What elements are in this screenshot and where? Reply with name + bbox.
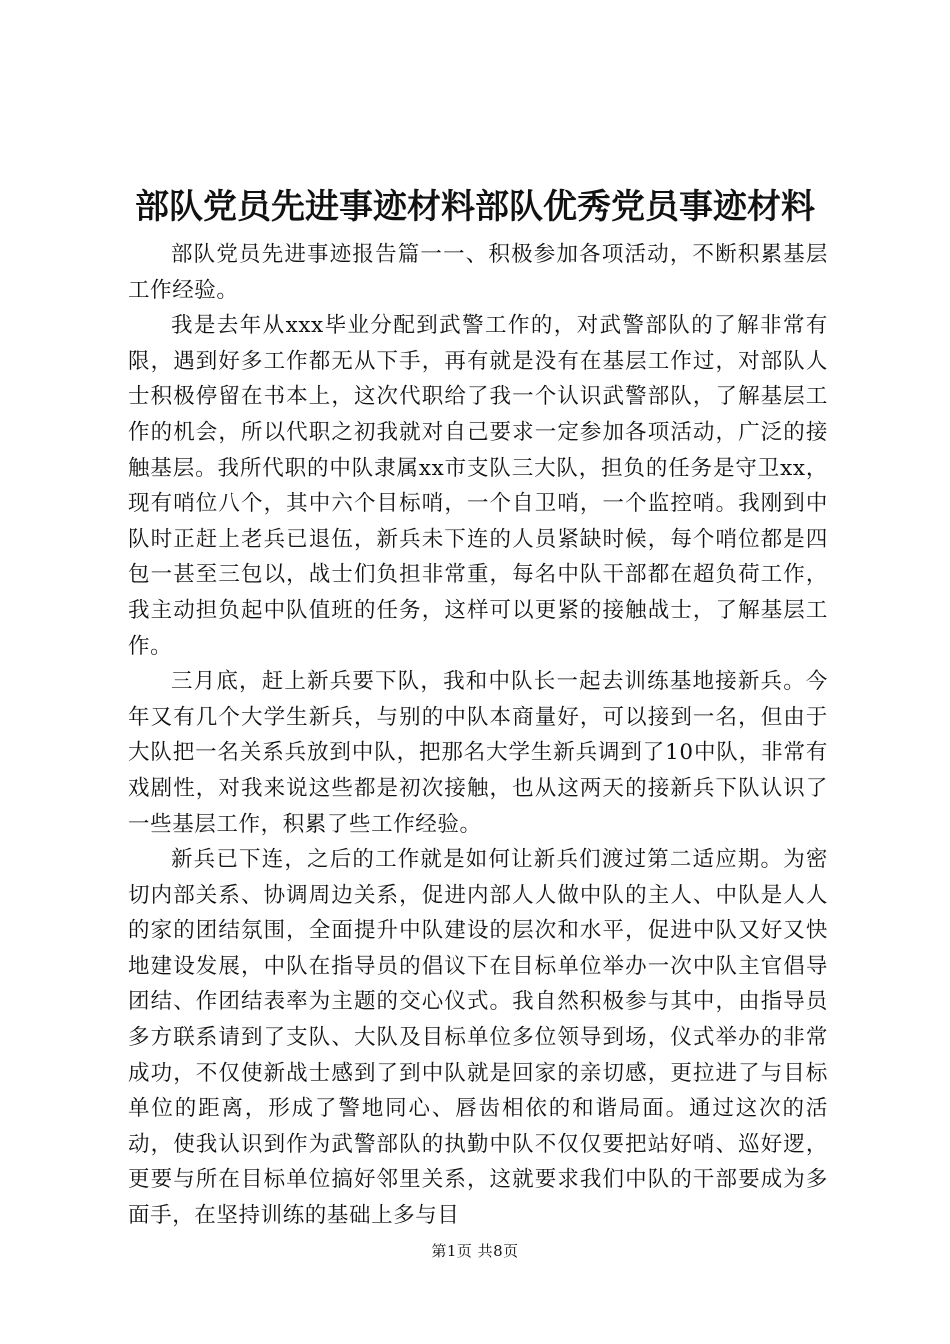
document-title: 部队党员先进事迹材料部队优秀党员事迹材料 bbox=[135, 187, 815, 227]
paragraph-3: 三月底，赶上新兵要下队，我和中队长一起去训练基地接新兵。今年又有几个大学生新兵，与别的中队本商量好，可以接到一名，但由于大队把一名关系兵放到中队，把那名大学生新兵调到了10中队，非常有戏剧性，对我来说这些都是初次接触，也从这两天的接新兵下队认识了一些基层工作，积累了些工作经验。 bbox=[128, 669, 828, 837]
page-footer: 第1页 共8页 bbox=[431, 1242, 519, 1260]
document-body bbox=[128, 237, 828, 1234]
paragraph-1: 部队党员先进事迹报告篇一一、积极参加各项活动，不断积累基层工作经验。 bbox=[128, 242, 828, 303]
paragraph-4: 新兵已下连，之后的工作就是如何让新兵们渡过第二适应期。为密切内部关系、协调周边关系，促进内部人人做中队的主人、中队是人人的家的团结氛围，全面提升中队建设的层次和水平，促进中队又好又快地建设发展，中队在指导员的倡议下在目标单位举办一次中队主官倡导团结、作团结表率为主题的交心仪式。我自然积极参与其中，由指导员多方联系请到了支队、大队及目标单位多位领导到场，仪式举办的非常成功，不仅使新战士感到了到中队就是回家的亲切感，更拉进了与目标单位的距离，形成了警地同心、唇齿相依的和谐局面。通过这次的活动，使我认识到作为武警部队的执勤中队不仅仅要把站好哨、巡好逻，更要与所在目标单位搞好邻里关系，这就要求我们中队的干部要成为多面手，在坚持训练的基础上多与目 bbox=[128, 847, 828, 1229]
paragraph-2: 我是去年从xxx毕业分配到武警工作的，对武警部队的了解非常有限，遇到好多工作都无从下手，再有就是没有在基层工作过，对部队人士积极停留在书本上，这次代职给了我一个认识武警部队，了解基层工作的机会，所以代职之初我就对自己要求一定参加各项活动，广泛的接触基层。我所代职的中队隶属xx市支队三大队，担负的任务是守卫xx，现有哨位八个，其中六个目标哨，一个自卫哨，一个监控哨。我刚到中队时正赶上老兵已退伍，新兵未下连的人员紧缺时候，每个哨位都是四包一甚至三包以，战士们负担非常重，每名中队干部都在超负荷工作，我主动担负起中队值班的任务，这样可以更紧的接触战士，了解基层工作。 bbox=[128, 313, 828, 659]
